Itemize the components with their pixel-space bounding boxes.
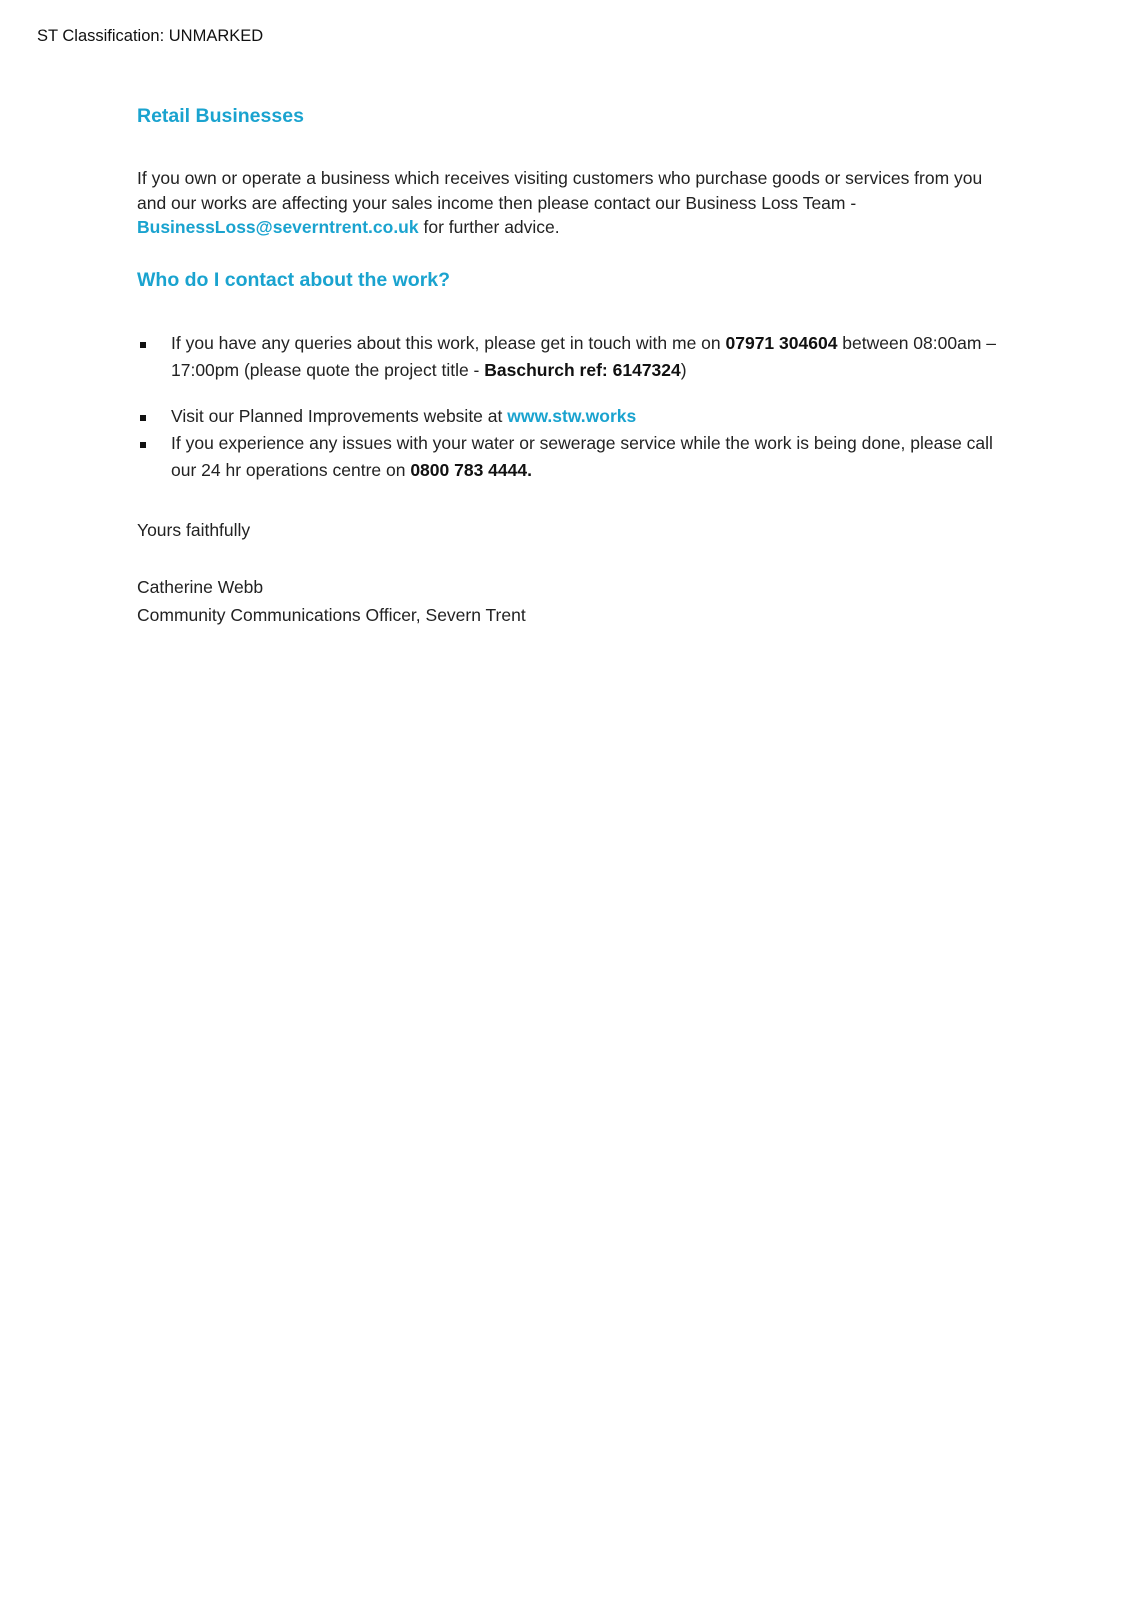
contact-list xyxy=(137,330,997,484)
square-bullet-icon xyxy=(140,415,146,421)
queries-text-c: ) xyxy=(680,359,687,380)
salutation: Yours faithfully xyxy=(137,519,251,540)
square-bullet-icon xyxy=(140,442,146,448)
signatory-title: Community Communications Officer, Severn Trent xyxy=(137,604,526,625)
square-bullet-icon xyxy=(140,342,146,348)
business-loss-email-link[interactable]: BusinessLoss@severntrent.co.uk xyxy=(137,217,419,237)
signature-block xyxy=(137,573,997,629)
operations-text: If you experience any issues with your water or sewerage service while the work is being done, please call our 24 hr operations centre on xyxy=(171,432,993,480)
website-link[interactable]: www.stw.works xyxy=(507,405,637,426)
list-item-website xyxy=(137,403,997,430)
classification-label: ST Classification: UNMARKED xyxy=(37,27,264,45)
list-item-queries xyxy=(137,330,997,384)
retail-text-after: for further advice. xyxy=(418,217,560,237)
operations-phone: 0800 783 4444. xyxy=(410,459,532,480)
queries-text-a: If you have any queries about this work, please get in touch with me on xyxy=(171,332,726,353)
list-item-operations xyxy=(137,430,997,484)
retail-text-before: If you own or operate a business which receives visiting customers who purchase goods or services from you and our works are affecting your sales income then please contact our Business Loss Team - xyxy=(137,168,983,213)
letter-body xyxy=(137,104,997,629)
signatory-name: Catherine Webb xyxy=(137,576,264,597)
project-ref: Baschurch ref: 6147324 xyxy=(484,359,681,380)
contact-phone: 07971 304604 xyxy=(725,332,838,353)
retail-heading: Retail Businesses xyxy=(137,105,304,127)
website-text: Visit our Planned Improvements website at xyxy=(171,405,508,426)
contact-heading: Who do I contact about the work? xyxy=(137,268,451,291)
retail-paragraph xyxy=(137,166,997,240)
queries-text-b: between 08:00am – 17:00pm (please quote the project title - xyxy=(171,332,997,380)
